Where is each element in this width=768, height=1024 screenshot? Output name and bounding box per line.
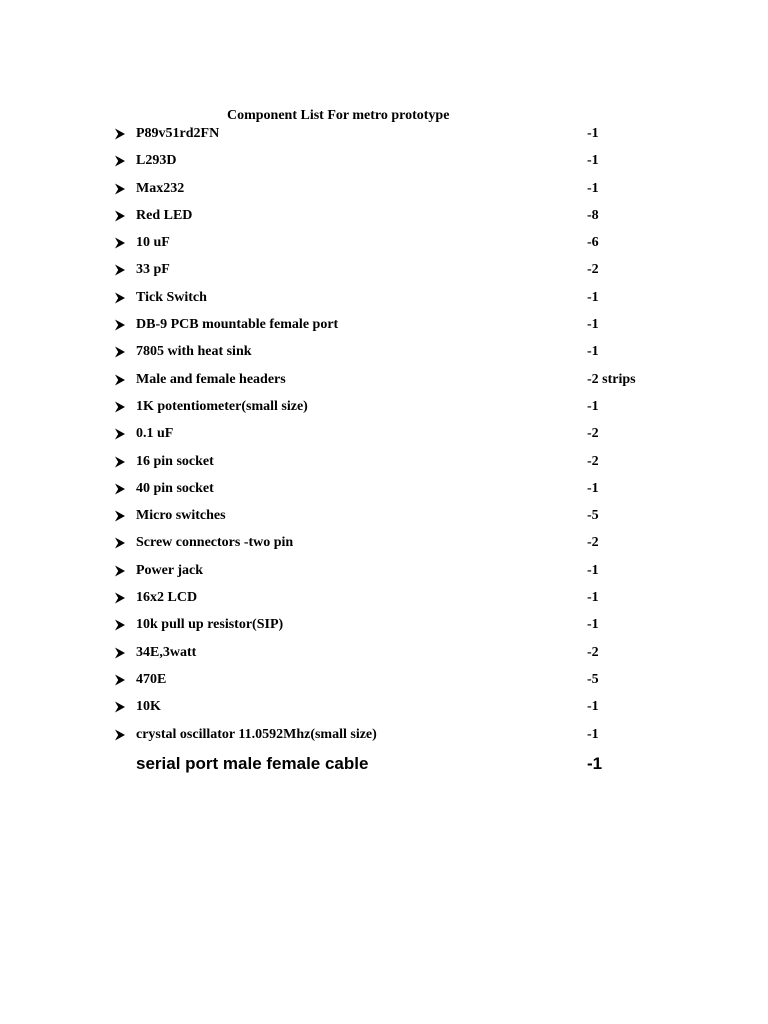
item-name: 7805 with heat sink — [136, 344, 252, 360]
arrowhead-bullet-icon — [114, 401, 126, 413]
item-quantity: -5 — [587, 508, 599, 524]
component-list — [0, 122, 768, 750]
list-item — [0, 668, 768, 695]
arrowhead-bullet-icon — [114, 428, 126, 440]
arrowhead-bullet-icon — [114, 292, 126, 304]
final-item-quantity: -1 — [587, 754, 603, 773]
item-quantity: -1 — [587, 289, 599, 305]
item-quantity: -1 — [587, 617, 599, 633]
item-quantity: -1 — [587, 317, 599, 333]
arrowhead-bullet-icon — [114, 264, 126, 276]
item-quantity: -1 — [587, 480, 599, 496]
item-quantity: -1 — [587, 126, 599, 141]
item-name: Tick Switch — [136, 289, 207, 305]
item-quantity: -2 — [587, 535, 599, 551]
arrowhead-bullet-icon — [114, 729, 126, 741]
list-item — [0, 340, 768, 367]
item-quantity: -2 — [587, 644, 599, 660]
list-item — [0, 313, 768, 340]
item-quantity: -8 — [587, 207, 599, 223]
item-quantity: -5 — [587, 671, 599, 687]
item-quantity: -2 — [587, 262, 599, 278]
item-name: 470E — [136, 671, 167, 687]
arrowhead-bullet-icon — [114, 483, 126, 495]
item-quantity: -6 — [587, 235, 599, 251]
list-item — [0, 177, 768, 204]
list-item — [0, 477, 768, 504]
arrowhead-bullet-icon — [114, 210, 126, 222]
item-name: 1K potentiometer(small size) — [136, 398, 308, 414]
list-item — [0, 613, 768, 640]
list-item — [0, 586, 768, 613]
arrowhead-bullet-icon — [114, 565, 126, 577]
item-name: DB-9 PCB mountable female port — [136, 317, 339, 333]
arrowhead-bullet-icon — [114, 674, 126, 686]
item-name: 16 pin socket — [136, 453, 214, 469]
list-item — [0, 504, 768, 531]
list-item — [0, 286, 768, 313]
item-quantity: -1 — [587, 699, 599, 715]
item-name: 10K — [136, 699, 161, 715]
arrowhead-bullet-icon — [114, 374, 126, 386]
item-name: 0.1 uF — [136, 426, 174, 442]
final-item-name: serial port male female cable — [136, 754, 369, 773]
arrowhead-bullet-icon — [114, 701, 126, 713]
document-title: Component List For metro prototype — [227, 108, 450, 123]
list-item — [0, 450, 768, 477]
list-item — [0, 258, 768, 285]
arrowhead-bullet-icon — [114, 537, 126, 549]
item-name: 33 pF — [136, 262, 170, 278]
item-quantity: -2 — [587, 426, 599, 442]
item-name: L293D — [136, 153, 177, 169]
item-name: P89v51rd2FN — [136, 126, 220, 141]
list-item — [0, 559, 768, 586]
arrowhead-bullet-icon — [114, 346, 126, 358]
item-name: Red LED — [136, 207, 193, 223]
item-quantity: -1 — [587, 562, 599, 578]
item-quantity: -1 — [587, 398, 599, 414]
list-item — [0, 368, 768, 395]
item-quantity: -2 — [587, 453, 599, 469]
list-item — [0, 204, 768, 231]
item-name: 34E,3watt — [136, 644, 197, 660]
item-name: Max232 — [136, 180, 185, 196]
list-item — [0, 723, 768, 750]
item-name: Male and female headers — [136, 371, 286, 387]
arrowhead-bullet-icon — [114, 647, 126, 659]
item-name: crystal oscillator 11.0592Mhz(small size) — [136, 726, 377, 742]
item-quantity: -2 strips — [587, 371, 636, 387]
item-quantity: -1 — [587, 153, 599, 169]
item-name: 10 uF — [136, 235, 170, 251]
item-name: 40 pin socket — [136, 480, 214, 496]
arrowhead-bullet-icon — [114, 183, 126, 195]
list-item — [0, 122, 768, 149]
list-item — [0, 422, 768, 449]
arrowhead-bullet-icon — [114, 592, 126, 604]
arrowhead-bullet-icon — [114, 619, 126, 631]
arrowhead-bullet-icon — [114, 456, 126, 468]
arrowhead-bullet-icon — [114, 128, 126, 140]
arrowhead-bullet-icon — [114, 237, 126, 249]
arrowhead-bullet-icon — [114, 319, 126, 331]
item-quantity: -1 — [587, 344, 599, 360]
item-quantity: -1 — [587, 590, 599, 606]
item-name: Micro switches — [136, 508, 226, 524]
arrowhead-bullet-icon — [114, 155, 126, 167]
list-item — [0, 231, 768, 258]
list-item — [0, 695, 768, 722]
item-name: Power jack — [136, 562, 203, 578]
item-name: Screw connectors -two pin — [136, 535, 294, 551]
list-item — [0, 149, 768, 176]
item-name: 16x2 LCD — [136, 590, 198, 606]
item-name: 10k pull up resistor(SIP) — [136, 617, 284, 633]
item-quantity: -1 — [587, 726, 599, 742]
item-quantity: -1 — [587, 180, 599, 196]
list-item — [0, 531, 768, 558]
final-list-item — [0, 752, 768, 780]
arrowhead-bullet-icon — [114, 510, 126, 522]
list-item — [0, 641, 768, 668]
list-item — [0, 395, 768, 422]
